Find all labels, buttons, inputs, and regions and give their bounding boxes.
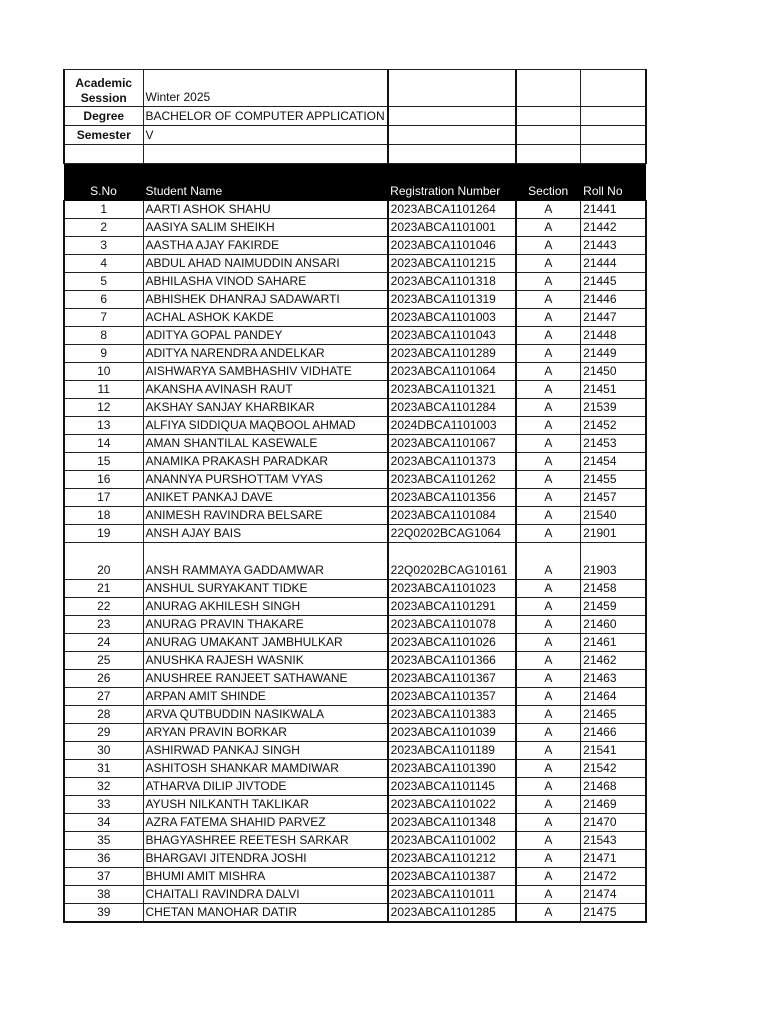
- row-sno: 34: [64, 814, 143, 832]
- row-roll-no: 21462: [581, 652, 646, 670]
- table-row: [64, 814, 646, 832]
- table-row: [64, 417, 646, 435]
- row-section: A: [516, 363, 581, 381]
- row-student-name: ABDUL AHAD NAIMUDDIN ANSARI: [143, 255, 388, 273]
- row-student-name: BHAGYASHREE REETESH SARKAR: [143, 832, 388, 850]
- row-sno: 17: [64, 489, 143, 507]
- row-student-name: AZRA FATEMA SHAHID PARVEZ: [143, 814, 388, 832]
- row-registration-number: 2023ABCA1101039: [388, 724, 516, 742]
- row-sno: 28: [64, 706, 143, 724]
- semester-label: Semester: [64, 126, 143, 145]
- row-roll-no: 21451: [581, 381, 646, 399]
- row-roll-no: 21445: [581, 273, 646, 291]
- table-row: [64, 832, 646, 850]
- row-sno: 25: [64, 652, 143, 670]
- row-section: A: [516, 868, 581, 886]
- row-sno: 4: [64, 255, 143, 273]
- table-row: [64, 471, 646, 489]
- row-sno: 21: [64, 580, 143, 598]
- row-roll-no: 21468: [581, 778, 646, 796]
- table-row: [64, 381, 646, 399]
- row-sno: 37: [64, 868, 143, 886]
- row-student-name: ATHARVA DILIP JIVTODE: [143, 778, 388, 796]
- row-student-name: CHAITALI RAVINDRA DALVI: [143, 886, 388, 904]
- row-section: A: [516, 904, 581, 923]
- table-row: [64, 706, 646, 724]
- row-student-name: ADITYA GOPAL PANDEY: [143, 327, 388, 345]
- row-registration-number: 2023ABCA1101356: [388, 489, 516, 507]
- row-section: A: [516, 652, 581, 670]
- row-sno: 5: [64, 273, 143, 291]
- header-section: Section: [516, 164, 581, 201]
- row-section: A: [516, 616, 581, 634]
- table-row: [64, 868, 646, 886]
- row-sno: 27: [64, 688, 143, 706]
- table-row: [64, 507, 646, 525]
- row-sno: 29: [64, 724, 143, 742]
- row-registration-number: 2023ABCA1101348: [388, 814, 516, 832]
- row-student-name: ARVA QUTBUDDIN NASIKWALA: [143, 706, 388, 724]
- row-student-name: AMAN SHANTILAL KASEWALE: [143, 435, 388, 453]
- row-registration-number: 2023ABCA1101387: [388, 868, 516, 886]
- row-roll-no: 21453: [581, 435, 646, 453]
- row-student-name: ANURAG AKHILESH SINGH: [143, 598, 388, 616]
- row-sno: 38: [64, 886, 143, 904]
- row-section: A: [516, 850, 581, 868]
- row-section: A: [516, 453, 581, 471]
- row-student-name: ANUSHKA RAJESH WASNIK: [143, 652, 388, 670]
- table-row: [64, 796, 646, 814]
- row-sno: 22: [64, 598, 143, 616]
- row-sno: 3: [64, 237, 143, 255]
- table-row: [64, 580, 646, 598]
- row-registration-number: 22Q0202BCAG1064: [388, 525, 516, 543]
- row-roll-no: 21541: [581, 742, 646, 760]
- row-roll-no: 21450: [581, 363, 646, 381]
- row-registration-number: 2023ABCA1101043: [388, 327, 516, 345]
- row-roll-no: 21455: [581, 471, 646, 489]
- header-student-name: Student Name: [143, 164, 388, 201]
- row-section: A: [516, 688, 581, 706]
- row-registration-number: 2023ABCA1101003: [388, 309, 516, 327]
- row-roll-no: 21471: [581, 850, 646, 868]
- row-registration-number: 2023ABCA1101084: [388, 507, 516, 525]
- table-row: [64, 886, 646, 904]
- row-student-name: ANURAG UMAKANT JAMBHULKAR: [143, 634, 388, 652]
- row-section: A: [516, 273, 581, 291]
- row-sno: 7: [64, 309, 143, 327]
- table-row: [64, 219, 646, 237]
- table-row: [64, 363, 646, 381]
- row-registration-number: 2023ABCA1101318: [388, 273, 516, 291]
- table-row: [64, 616, 646, 634]
- table-row: [64, 652, 646, 670]
- table-row: [64, 598, 646, 616]
- row-section: A: [516, 435, 581, 453]
- row-roll-no: 21540: [581, 507, 646, 525]
- row-sno: 24: [64, 634, 143, 652]
- row-student-name: ABHILASHA VINOD SAHARE: [143, 273, 388, 291]
- session-label: Academic Session: [64, 70, 143, 107]
- blank-row: [64, 145, 646, 164]
- row-registration-number: 2023ABCA1101289: [388, 345, 516, 363]
- row-roll-no: 21441: [581, 201, 646, 219]
- row-student-name: ANURAG PRAVIN THAKARE: [143, 616, 388, 634]
- row-student-name: ACHAL ASHOK KAKDE: [143, 309, 388, 327]
- row-sno: 20: [64, 543, 143, 580]
- table-row: [64, 670, 646, 688]
- row-sno: 14: [64, 435, 143, 453]
- row-section: A: [516, 237, 581, 255]
- table-row: [64, 345, 646, 363]
- row-registration-number: 2023ABCA1101390: [388, 760, 516, 778]
- row-section: A: [516, 670, 581, 688]
- row-student-name: AYUSH NILKANTH TAKLIKAR: [143, 796, 388, 814]
- table-row: [64, 850, 646, 868]
- table-row: [64, 525, 646, 543]
- row-registration-number: 2024DBCA1101003: [388, 417, 516, 435]
- header-registration-number: Registration Number: [388, 164, 516, 201]
- row-student-name: AARTI ASHOK SHAHU: [143, 201, 388, 219]
- row-registration-number: 2023ABCA1101189: [388, 742, 516, 760]
- row-student-name: ANIMESH RAVINDRA BELSARE: [143, 507, 388, 525]
- row-section: A: [516, 255, 581, 273]
- row-roll-no: 21469: [581, 796, 646, 814]
- row-section: A: [516, 399, 581, 417]
- row-sno: 23: [64, 616, 143, 634]
- row-section: A: [516, 201, 581, 219]
- row-section: A: [516, 381, 581, 399]
- row-registration-number: 2023ABCA1101046: [388, 237, 516, 255]
- table-row: [64, 399, 646, 417]
- row-registration-number: 2023ABCA1101022: [388, 796, 516, 814]
- row-registration-number: 2023ABCA1101321: [388, 381, 516, 399]
- row-section: A: [516, 634, 581, 652]
- table-row: [64, 760, 646, 778]
- row-section: A: [516, 580, 581, 598]
- row-sno: 19: [64, 525, 143, 543]
- row-roll-no: 21459: [581, 598, 646, 616]
- row-roll-no: 21447: [581, 309, 646, 327]
- row-registration-number: 2023ABCA1101284: [388, 399, 516, 417]
- row-section: A: [516, 489, 581, 507]
- row-section: A: [516, 706, 581, 724]
- row-student-name: ANSHUL SURYAKANT TIDKE: [143, 580, 388, 598]
- row-student-name: ARPAN AMIT SHINDE: [143, 688, 388, 706]
- row-student-name: AKANSHA AVINASH RAUT: [143, 381, 388, 399]
- table-row: [64, 742, 646, 760]
- row-sno: 11: [64, 381, 143, 399]
- row-student-name: ASHIRWAD PANKAJ SINGH: [143, 742, 388, 760]
- row-sno: 30: [64, 742, 143, 760]
- row-sno: 13: [64, 417, 143, 435]
- row-roll-no: 21464: [581, 688, 646, 706]
- row-registration-number: 2023ABCA1101285: [388, 904, 516, 923]
- row-registration-number: 22Q0202BCAG10161: [388, 543, 516, 580]
- meta-section: [64, 70, 646, 201]
- header-sno: S.No: [64, 164, 143, 201]
- row-registration-number: 2023ABCA1101212: [388, 850, 516, 868]
- degree-row: [64, 107, 646, 126]
- row-sno: 12: [64, 399, 143, 417]
- session-value: Winter 2025: [143, 70, 388, 107]
- row-roll-no: 21460: [581, 616, 646, 634]
- row-section: A: [516, 507, 581, 525]
- row-roll-no: 21543: [581, 832, 646, 850]
- row-roll-no: 21454: [581, 453, 646, 471]
- row-section: A: [516, 886, 581, 904]
- row-sno: 26: [64, 670, 143, 688]
- table-row: [64, 904, 646, 923]
- row-roll-no: 21466: [581, 724, 646, 742]
- session-row: [64, 70, 646, 107]
- table-row: [64, 453, 646, 471]
- row-section: A: [516, 291, 581, 309]
- table-row: [64, 634, 646, 652]
- row-registration-number: 2023ABCA1101026: [388, 634, 516, 652]
- row-section: A: [516, 598, 581, 616]
- degree-value: BACHELOR OF COMPUTER APPLICATION: [143, 107, 388, 126]
- row-roll-no: 21443: [581, 237, 646, 255]
- semester-row: [64, 126, 646, 145]
- row-roll-no: 21542: [581, 760, 646, 778]
- row-registration-number: 2023ABCA1101011: [388, 886, 516, 904]
- table-row: [64, 688, 646, 706]
- row-sno: 16: [64, 471, 143, 489]
- row-sno: 2: [64, 219, 143, 237]
- table-row: [64, 327, 646, 345]
- row-student-name: ANSH AJAY BAIS: [143, 525, 388, 543]
- row-section: A: [516, 814, 581, 832]
- row-section: A: [516, 832, 581, 850]
- row-student-name: AISHWARYA SAMBHASHIV VIDHATE: [143, 363, 388, 381]
- row-sno: 18: [64, 507, 143, 525]
- row-sno: 6: [64, 291, 143, 309]
- row-roll-no: 21444: [581, 255, 646, 273]
- row-registration-number: 2023ABCA1101264: [388, 201, 516, 219]
- row-section: A: [516, 796, 581, 814]
- row-sno: 36: [64, 850, 143, 868]
- row-section: A: [516, 724, 581, 742]
- row-sno: 32: [64, 778, 143, 796]
- row-student-name: AASTHA AJAY FAKIRDE: [143, 237, 388, 255]
- row-student-name: AKSHAY SANJAY KHARBIKAR: [143, 399, 388, 417]
- row-roll-no: 21452: [581, 417, 646, 435]
- row-sno: 15: [64, 453, 143, 471]
- row-registration-number: 2023ABCA1101373: [388, 453, 516, 471]
- table-row: [64, 201, 646, 219]
- table-row: [64, 309, 646, 327]
- table-row: [64, 543, 646, 580]
- table-row: [64, 273, 646, 291]
- row-roll-no: 21458: [581, 580, 646, 598]
- row-registration-number: 2023ABCA1101064: [388, 363, 516, 381]
- row-registration-number: 2023ABCA1101383: [388, 706, 516, 724]
- row-sno: 39: [64, 904, 143, 923]
- row-student-name: BHARGAVI JITENDRA JOSHI: [143, 850, 388, 868]
- row-registration-number: 2023ABCA1101262: [388, 471, 516, 489]
- row-roll-no: 21461: [581, 634, 646, 652]
- row-section: A: [516, 219, 581, 237]
- row-roll-no: 21472: [581, 868, 646, 886]
- row-student-name: BHUMI AMIT MISHRA: [143, 868, 388, 886]
- row-student-name: ANANNYA PURSHOTTAM VYAS: [143, 471, 388, 489]
- row-section: A: [516, 471, 581, 489]
- row-sno: 10: [64, 363, 143, 381]
- student-list-table: [63, 69, 647, 923]
- row-roll-no: 21457: [581, 489, 646, 507]
- row-roll-no: 21901: [581, 525, 646, 543]
- row-section: A: [516, 543, 581, 580]
- row-roll-no: 21442: [581, 219, 646, 237]
- row-student-name: ANIKET PANKAJ DAVE: [143, 489, 388, 507]
- header-roll-no: Roll No: [581, 164, 646, 201]
- row-roll-no: 21465: [581, 706, 646, 724]
- row-roll-no: 21448: [581, 327, 646, 345]
- table-row: [64, 724, 646, 742]
- semester-value: V: [143, 126, 388, 145]
- table-row: [64, 778, 646, 796]
- row-sno: 1: [64, 201, 143, 219]
- row-registration-number: 2023ABCA1101215: [388, 255, 516, 273]
- row-student-name: ABHISHEK DHANRAJ SADAWARTI: [143, 291, 388, 309]
- row-registration-number: 2023ABCA1101366: [388, 652, 516, 670]
- row-sno: 9: [64, 345, 143, 363]
- row-registration-number: 2023ABCA1101078: [388, 616, 516, 634]
- row-roll-no: 21474: [581, 886, 646, 904]
- row-roll-no: 21463: [581, 670, 646, 688]
- row-section: A: [516, 525, 581, 543]
- row-roll-no: 21903: [581, 543, 646, 580]
- row-roll-no: 21446: [581, 291, 646, 309]
- row-section: A: [516, 778, 581, 796]
- table-row: [64, 255, 646, 273]
- row-registration-number: 2023ABCA1101291: [388, 598, 516, 616]
- row-student-name: ANUSHREE RANJEET SATHAWANE: [143, 670, 388, 688]
- degree-label: Degree: [64, 107, 143, 126]
- row-student-name: CHETAN MANOHAR DATIR: [143, 904, 388, 923]
- row-registration-number: 2023ABCA1101002: [388, 832, 516, 850]
- row-section: A: [516, 760, 581, 778]
- row-sno: 31: [64, 760, 143, 778]
- row-roll-no: 21470: [581, 814, 646, 832]
- row-registration-number: 2023ABCA1101319: [388, 291, 516, 309]
- column-header-row: [64, 164, 646, 201]
- row-student-name: ARYAN PRAVIN BORKAR: [143, 724, 388, 742]
- row-section: A: [516, 309, 581, 327]
- row-sno: 33: [64, 796, 143, 814]
- row-section: A: [516, 417, 581, 435]
- row-student-name: ANSH RAMMAYA GADDAMWAR: [143, 543, 388, 580]
- row-student-name: ASHITOSH SHANKAR MAMDIWAR: [143, 760, 388, 778]
- row-roll-no: 21449: [581, 345, 646, 363]
- row-student-name: ADITYA NARENDRA ANDELKAR: [143, 345, 388, 363]
- row-registration-number: 2023ABCA1101367: [388, 670, 516, 688]
- row-roll-no: 21475: [581, 904, 646, 923]
- row-student-name: ANAMIKA PRAKASH PARADKAR: [143, 453, 388, 471]
- row-sno: 35: [64, 832, 143, 850]
- row-registration-number: 2023ABCA1101067: [388, 435, 516, 453]
- row-student-name: ALFIYA SIDDIQUA MAQBOOL AHMAD: [143, 417, 388, 435]
- row-section: A: [516, 742, 581, 760]
- row-roll-no: 21539: [581, 399, 646, 417]
- row-registration-number: 2023ABCA1101023: [388, 580, 516, 598]
- row-section: A: [516, 345, 581, 363]
- row-sno: 8: [64, 327, 143, 345]
- row-student-name: AASIYA SALIM SHEIKH: [143, 219, 388, 237]
- row-registration-number: 2023ABCA1101145: [388, 778, 516, 796]
- row-registration-number: 2023ABCA1101357: [388, 688, 516, 706]
- row-registration-number: 2023ABCA1101001: [388, 219, 516, 237]
- table-row: [64, 291, 646, 309]
- table-row: [64, 237, 646, 255]
- table-row: [64, 489, 646, 507]
- row-section: A: [516, 327, 581, 345]
- table-row: [64, 435, 646, 453]
- student-rows: [64, 201, 646, 923]
